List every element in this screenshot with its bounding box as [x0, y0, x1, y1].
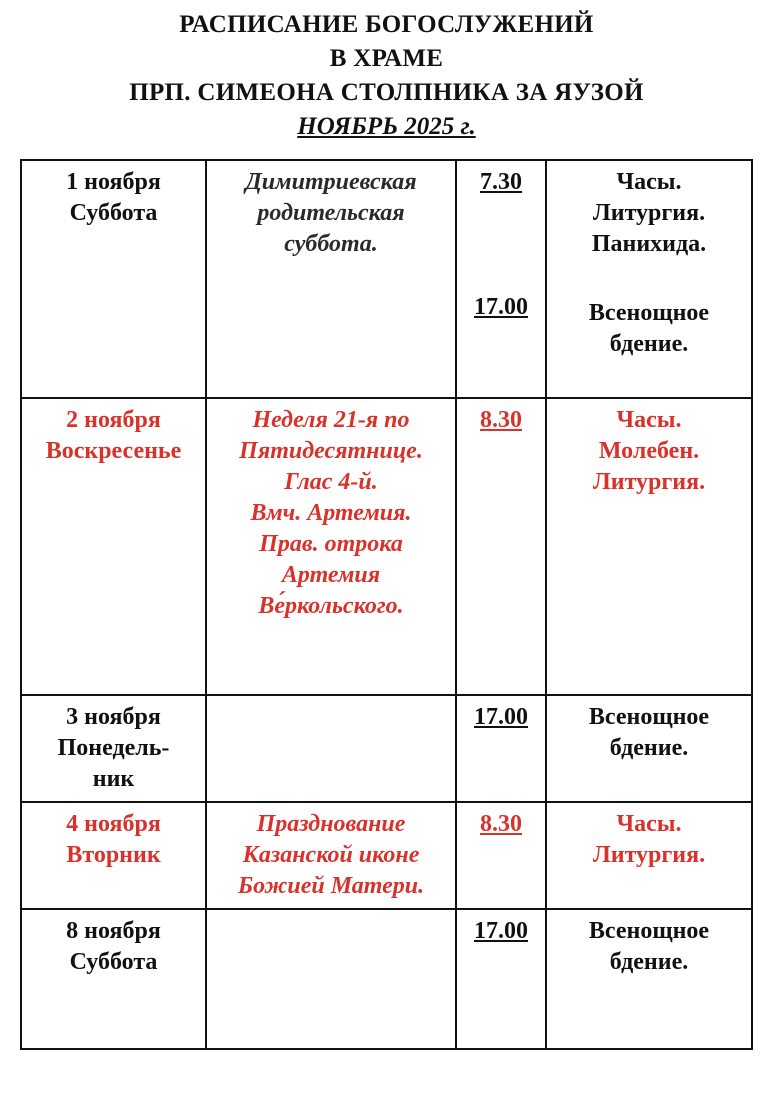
date-cell: [21, 909, 206, 1049]
service-line: Часы.: [616, 407, 682, 433]
service-line: Часы.: [616, 169, 682, 195]
time-label: 17.00: [474, 918, 528, 944]
weekday-label: Воскресенье: [45, 438, 182, 464]
header-month: НОЯБРЬ 2025 г.: [297, 113, 476, 140]
service-line: бдение.: [609, 735, 689, 761]
feast-line: Казанской иконе: [242, 842, 420, 868]
feast-line: Артемия: [281, 562, 381, 588]
feast-cell: [206, 160, 456, 398]
time-cell: [456, 802, 546, 909]
time-cell: [456, 695, 546, 802]
table-row: [21, 695, 752, 802]
feast-line: родительская: [257, 200, 405, 226]
table-row: [21, 398, 752, 695]
time-label: 8.30: [480, 811, 522, 837]
header-title-line1: РАСПИСАНИЕ БОГОСЛУЖЕНИЙ: [179, 11, 594, 38]
time-cell: [456, 909, 546, 1049]
feast-cell: [206, 909, 456, 1049]
weekday-label: Суббота: [69, 200, 158, 226]
service-line: Всенощное: [588, 918, 710, 944]
feast-cell: [206, 802, 456, 909]
service-cell: [546, 160, 752, 398]
weekday-label: Понедель-: [57, 735, 170, 761]
date-label: 2 ноября: [66, 407, 161, 433]
time-label: 17.00: [474, 704, 528, 730]
feast-line: Божией Матери.: [237, 873, 425, 899]
header-church-name: ПРП. СИМЕОНА СТОЛПНИКА ЗА ЯУЗОЙ: [129, 79, 644, 106]
service-line: Литургия.: [592, 200, 706, 226]
schedule-header: [0, 8, 773, 144]
date-label: 1 ноября: [66, 169, 161, 195]
date-cell: [21, 802, 206, 909]
date-cell: [21, 695, 206, 802]
service-line: Панихида.: [591, 231, 707, 257]
feast-line: Глас 4-й.: [284, 469, 378, 495]
date-label: 3 ноября: [66, 704, 161, 730]
header-title-line2: В ХРАМЕ: [329, 45, 444, 72]
service-line: Всенощное: [588, 704, 710, 730]
feast-line: Ве́ркольского.: [258, 593, 404, 619]
service-cell: [546, 398, 752, 695]
feast-line: Вмч. Артемия.: [250, 500, 412, 526]
date-cell: [21, 160, 206, 398]
weekday-label: Вторник: [66, 842, 161, 868]
service-line: бдение.: [609, 949, 689, 975]
service-line: Всенощное: [588, 300, 710, 326]
time-label: 7.30: [480, 169, 522, 195]
weekday-label: Суббота: [69, 949, 158, 975]
time-label: 17.00: [474, 294, 528, 320]
time-label: 8.30: [480, 407, 522, 433]
service-line: бдение.: [609, 331, 689, 357]
feast-cell: [206, 695, 456, 802]
date-label: 8 ноября: [66, 918, 161, 944]
feast-line: Празднование: [256, 811, 406, 837]
table-row: [21, 802, 752, 909]
service-line: Молебен.: [598, 438, 700, 464]
time-cell: [456, 160, 546, 398]
feast-line: Прав. отрока: [259, 531, 403, 557]
date-label: 4 ноября: [66, 811, 161, 837]
service-cell: [546, 695, 752, 802]
service-line: Часы.: [616, 811, 682, 837]
feast-line: Димитриевская: [245, 169, 417, 195]
service-cell: [546, 802, 752, 909]
schedule-table: [20, 159, 753, 1050]
feast-line: суббота.: [284, 231, 378, 257]
service-line: Литургия.: [592, 469, 706, 495]
service-line: Литургия.: [592, 842, 706, 868]
feast-cell: [206, 398, 456, 695]
time-cell: [456, 398, 546, 695]
feast-line: Пятидесятнице.: [239, 438, 423, 464]
date-cell: [21, 398, 206, 695]
table-row: [21, 909, 752, 1049]
service-cell: [546, 909, 752, 1049]
feast-line: Неделя 21-я по: [252, 407, 410, 433]
weekday-label-continued: ник: [92, 766, 135, 792]
table-row: [21, 160, 752, 398]
